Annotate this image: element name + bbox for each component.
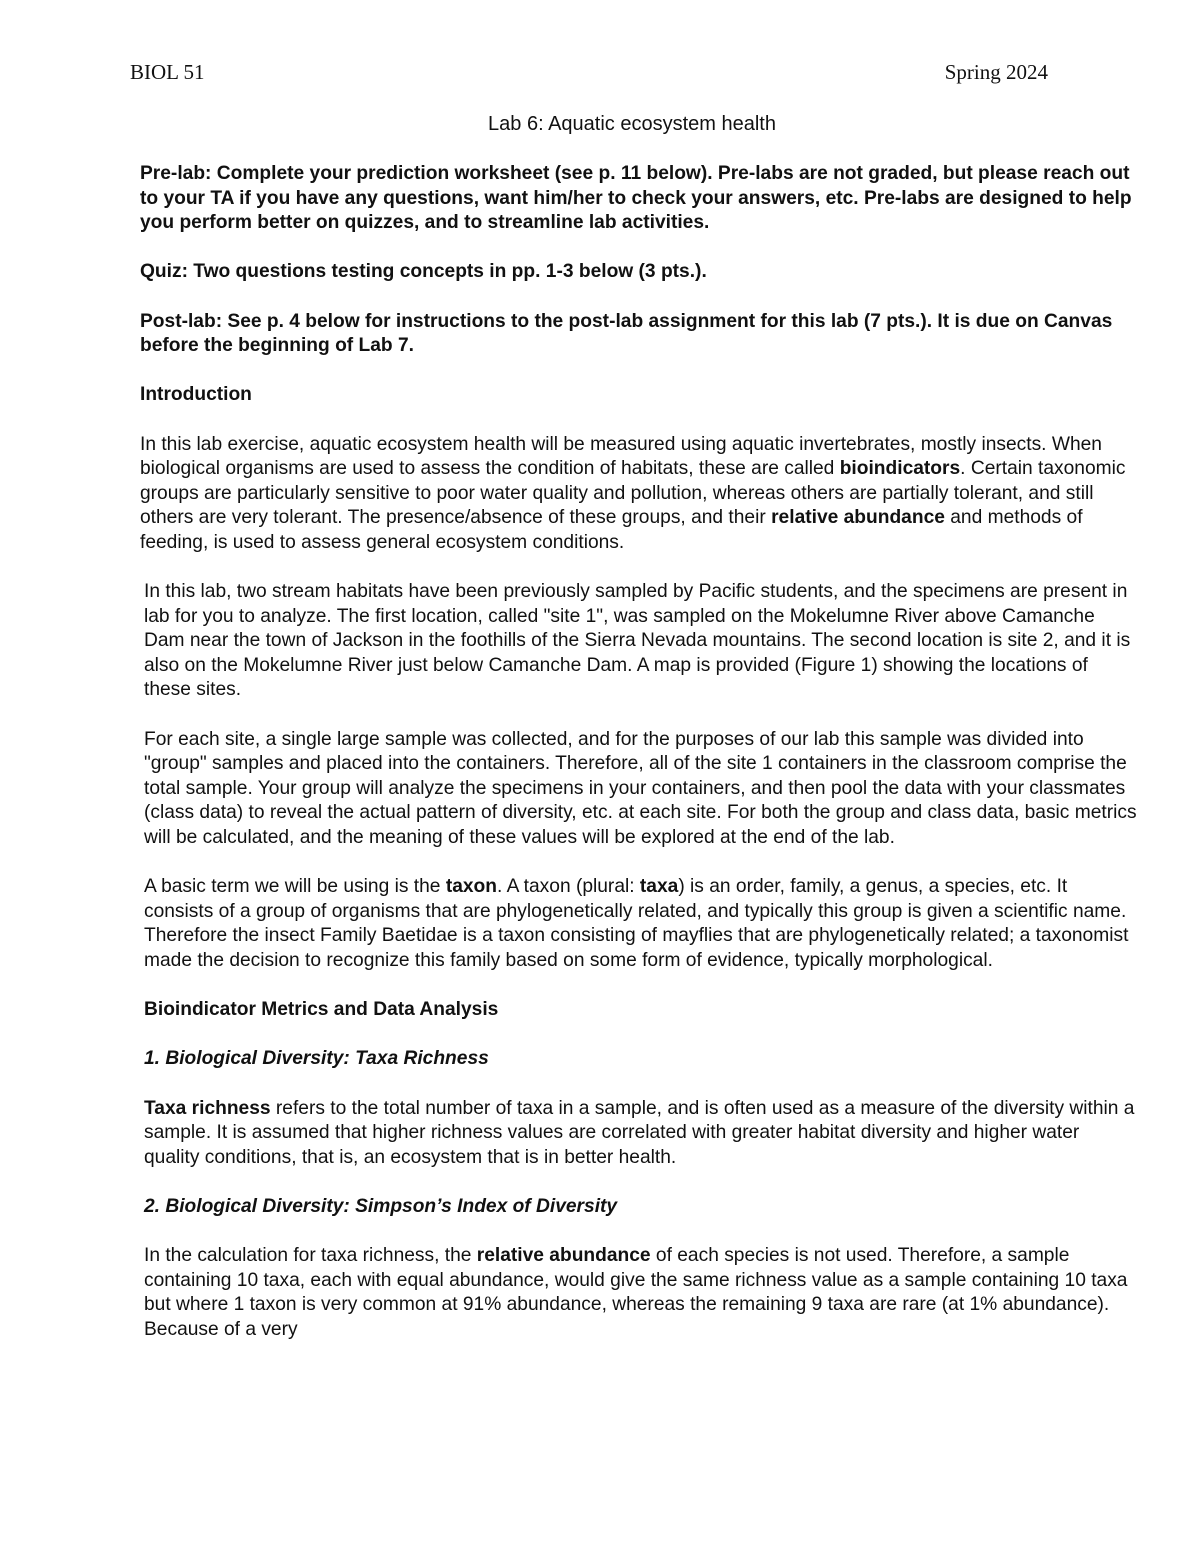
term-relative-abundance: relative abundance: [771, 507, 945, 529]
term-relative-abundance-2: relative abundance: [476, 1245, 651, 1267]
taxa-richness-paragraph: Taxa richness refers to the total number of taxa in a sample, and is often used as a measure of the diversity within a sample. It is assumed that higher richness values are correlated with greater habitat diversity and higher water quality conditions, that is, an ecosystem that is in better health.: [144, 1097, 1135, 1168]
intro-heading: Introduction: [140, 384, 252, 406]
course-code: BIOL 51: [130, 60, 205, 84]
section-2-heading: 2. Biological Diversity: Simpson’s Index of Diversity: [144, 1195, 618, 1217]
quiz-note: Quiz: Two questions testing concepts in pp. 1-3 below (3 pts.).: [140, 261, 707, 283]
term-bioindicators: bioindicators: [839, 458, 961, 480]
intro-paragraph-2: In this lab, two stream habitats have been previously sampled by Pacific students, and the specimens are present in lab for you to analyze. The first location, called "site 1", was sampled on the Mokelumne River above Camanche Dam near the town of Jackson in the foothills of the Sierra Nevada mountains. The second location is site 2, and it is also on the Mokelumne River just below Camanche Dam. A map is provided (Figure 1) showing the locations of these sites.: [144, 581, 1131, 701]
postlab-note: Post-lab: See p. 4 below for instructions to the post-lab assignment for this lab (7 pts.). It is due on Canvas before the beginning of Lab 7.: [140, 310, 1113, 357]
term-taxon: taxon: [445, 876, 497, 898]
term-taxa: taxa: [639, 876, 679, 898]
section-1-heading: 1. Biological Diversity: Taxa Richness: [144, 1048, 489, 1070]
prelab-note: Pre-lab: Complete your prediction worksheet (see p. 11 below). Pre-labs are not graded, but please reach out to your TA if you have any questions, want him/her to check your answers, etc. Pre-labs are designed to help you perform better on quizzes, and to streamline lab activities.: [140, 163, 1132, 234]
intro-paragraph-1: In this lab exercise, aquatic ecosystem health will be measured using aquatic invertebrates, mostly insects. When biological organisms are used to assess the condition of habitats, these are called bioindicators. Certain taxonomic groups are particularly sensitive to poor water quality and pollution, whereas others are partially tolerant, and still others are very tolerant. The presence/absence of these groups, and their relative abundance and methods of feeding, is used to assess general ecosystem conditions.: [140, 433, 1126, 553]
simpson-paragraph: In the calculation for taxa richness, the relative abundance of each species is not used. Therefore, a sample containing 10 taxa, each with equal abundance, would give the same richness value as a sample containing 10 taxa but where 1 taxon is very common at 91% abundance, whereas the remaining 9 taxa are rare (at 1% abundance). Because of a very: [144, 1245, 1128, 1340]
page-title: Lab 6: Aquatic ecosystem health: [488, 113, 776, 135]
term-taxa-richness: Taxa richness: [144, 1097, 271, 1119]
intro-paragraph-4: A basic term we will be using is the taxon. A taxon (plural: taxa) is an order, family, a genus, a species, etc. It consists of a group of organisms that are phylogenetically related, and typically this group is given a scientific name. Therefore the insect Family Baetidae is a taxon consisting of mayflies that are phylogenetically related; a taxonomist made the decision to recognize this family based on some form of evidence, typically morphological.: [144, 876, 1129, 971]
term: Spring 2024: [944, 60, 1048, 84]
document-body: [140, 162, 1140, 1343]
metrics-heading: Bioindicator Metrics and Data Analysis: [144, 999, 499, 1021]
intro-paragraph-3: For each site, a single large sample was collected, and for the purposes of our lab this sample was divided into "group" samples and placed into the containers. Therefore, all of the site 1 containers in the classroom comprise the total sample. Your group will analyze the specimens in your containers, and then pool the data with your classmates (class data) to reveal the actual pattern of diversity, etc. at each site. For both the group and class data, basic metrics will be calculated, and the meaning of these values will be explored at the end of the lab.: [144, 728, 1137, 849]
